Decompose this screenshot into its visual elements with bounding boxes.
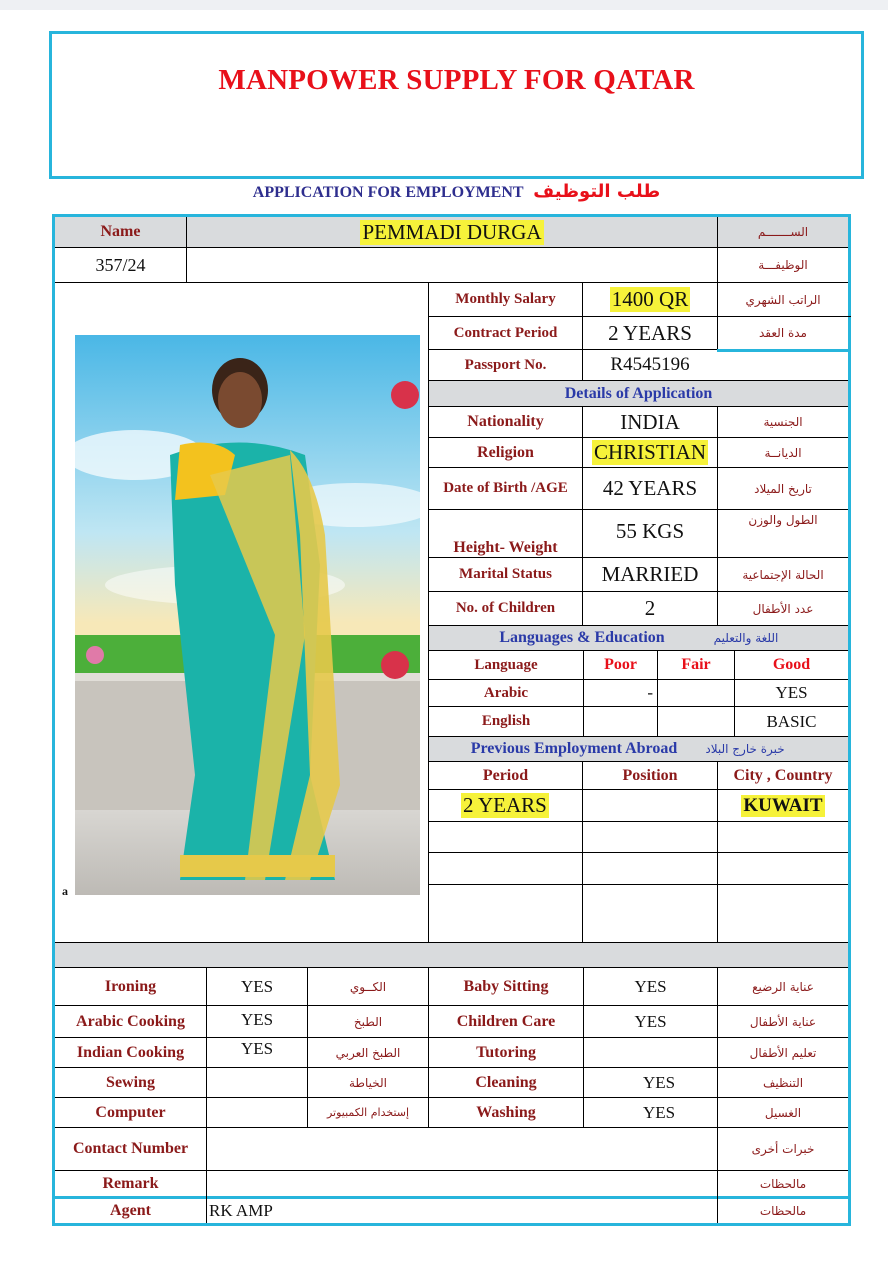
- skill-arabic-children-care: عناية الأطفال: [749, 1014, 817, 1029]
- skill-value-sewing: [207, 1068, 307, 1097]
- skill-value-baby-sitting: YES: [634, 976, 667, 996]
- language-column-header: Language: [474, 656, 538, 673]
- name-arabic-label: الســـــــم: [757, 225, 809, 239]
- city-cell: [718, 790, 848, 821]
- employment-section-title: Previous Employment Abroad: [470, 740, 678, 757]
- skill-value-indian-cooking: YES: [240, 1038, 274, 1058]
- skill-arabic-baby-sitting: عناية الرضيع: [752, 979, 814, 994]
- height-weight-arabic: الطول والوزن: [748, 513, 818, 527]
- contract-period-label: Contract Period: [453, 324, 558, 341]
- skill-label-children-care: Children Care: [456, 1012, 556, 1030]
- city-column-header: City , Country: [733, 766, 833, 784]
- skill-value-tutoring: [584, 1038, 717, 1067]
- height-weight-label: Height- Weight: [453, 539, 558, 556]
- position-arabic-label: الوظيفـــة: [758, 258, 808, 272]
- period-cell: [429, 790, 582, 821]
- skill-arabic-indian-cooking: الطبخ العربي: [335, 1045, 401, 1060]
- skill-arabic-cleaning: التنظيف: [762, 1075, 804, 1090]
- header-box: [49, 31, 864, 179]
- languages-section-arabic: اللغة والتعليم: [713, 631, 779, 645]
- skill-value-washing: YES: [642, 1102, 676, 1122]
- languages-section-title: Languages & Education: [499, 629, 665, 646]
- city-value: KUWAIT: [743, 794, 823, 816]
- skill-label-ironing: Ironing: [104, 977, 157, 995]
- skill-value-cleaning: YES: [642, 1072, 676, 1092]
- contact-number-label: Contact Number: [72, 1140, 189, 1157]
- applicant-photo: [75, 335, 420, 895]
- skill-label-cleaning: Cleaning: [475, 1073, 537, 1091]
- skill-label-tutoring: Tutoring: [476, 1043, 536, 1061]
- height-weight-value: 55 KGS: [615, 518, 685, 543]
- children-value: 2: [644, 596, 656, 620]
- marital-status-arabic: الحالة الإجتماعية: [742, 567, 824, 582]
- children-arabic: عدد الأطفال: [752, 601, 814, 616]
- skill-label-sewing: Sewing: [106, 1073, 155, 1091]
- language-row-arabic: Arabic: [483, 684, 529, 701]
- skill-arabic-computer: إستخدام الكمبيوتر: [326, 1106, 410, 1119]
- religion-value: CHRISTIAN: [593, 440, 706, 464]
- subtitle-english: APPLICATION FOR EMPLOYMENT: [252, 184, 524, 201]
- skill-arabic-washing: الغسيل: [764, 1105, 802, 1120]
- skill-value-computer: [207, 1098, 307, 1127]
- period-value: 2 YEARS: [463, 793, 547, 817]
- remark-arabic: مالحظات: [759, 1176, 807, 1191]
- contract-period-value: 2 YEARS: [608, 320, 692, 345]
- page-title: MANPOWER SUPPLY FOR QATAR: [218, 64, 695, 96]
- skill-arabic-arabic-cooking: الطبخ: [353, 1014, 383, 1029]
- english-good-value: BASIC: [766, 711, 817, 731]
- remark-label: Remark: [102, 1174, 159, 1192]
- dob-label: Date of Birth /AGE: [443, 480, 568, 496]
- religion-cell: [583, 438, 717, 467]
- agent-value: RK AMP: [209, 1201, 273, 1220]
- nationality-value: INDIA: [620, 409, 680, 434]
- name-value: PEMMADI DURGA: [362, 219, 542, 244]
- period-column-header: Period: [482, 766, 529, 784]
- monthly-salary-label: Monthly Salary: [455, 291, 556, 307]
- children-label: No. of Children: [455, 600, 556, 616]
- reference-number: 357/24: [95, 254, 146, 275]
- monthly-salary-arabic: الراتب الشهري: [745, 292, 821, 307]
- fair-column-header: Fair: [681, 656, 711, 673]
- skill-label-computer: Computer: [95, 1103, 166, 1121]
- photo-illustration: [75, 335, 420, 895]
- poor-column-header: Poor: [604, 656, 637, 673]
- name-label: Name: [100, 223, 141, 240]
- details-section-title: Details of Application: [564, 384, 713, 402]
- skill-label-washing: Washing: [476, 1103, 536, 1121]
- dob-value: 42 YEARS: [602, 476, 698, 500]
- skill-value-ironing: YES: [240, 976, 274, 996]
- name-value-cell: [187, 217, 717, 247]
- language-row-english: English: [481, 713, 531, 729]
- good-column-header: Good: [772, 656, 811, 673]
- position-column-header: Position: [622, 766, 678, 784]
- nationality-arabic: الجنسية: [763, 415, 803, 429]
- employment-section-arabic: خبرة خارج البلاد: [705, 742, 785, 756]
- religion-label: Religion: [477, 443, 534, 461]
- subtitle-arabic: طلب التوظيف: [533, 181, 661, 202]
- monthly-salary-value: 1400 QR: [611, 287, 689, 311]
- skill-value-children-care: YES: [634, 1011, 667, 1031]
- skill-arabic-sewing: الخياطة: [349, 1075, 387, 1090]
- passport-value: R4545196: [610, 354, 690, 375]
- agent-label: Agent: [110, 1202, 151, 1219]
- frame-right: [848, 214, 851, 1226]
- skill-label-baby-sitting: Baby Sitting: [463, 977, 549, 995]
- arabic-poor-value: -: [647, 683, 653, 702]
- separator-band: [55, 942, 848, 967]
- nationality-label: Nationality: [467, 413, 544, 430]
- dob-arabic: تاريخ الميلاد: [754, 481, 812, 496]
- religion-arabic: الديانــة: [764, 445, 802, 460]
- frame-bottom: [52, 1223, 851, 1226]
- passport-label: Passport No.: [464, 356, 547, 373]
- skill-value-arabic-cooking: YES: [240, 1010, 274, 1029]
- form-subtitle: [49, 181, 864, 202]
- marital-status-value: MARRIED: [601, 562, 699, 586]
- skill-arabic-ironing: الكــوي: [349, 979, 387, 994]
- skill-arabic-tutoring: تعليم الأطفال: [749, 1045, 817, 1060]
- skill-label-indian-cooking: Indian Cooking: [76, 1043, 185, 1061]
- skill-label-arabic-cooking: Arabic Cooking: [76, 1012, 185, 1030]
- contract-period-arabic: مدة العقد: [759, 326, 807, 340]
- contact-number-arabic: خبرات أخرى: [751, 1142, 815, 1156]
- arabic-good-value: YES: [775, 683, 808, 702]
- monthly-salary-cell: [583, 283, 717, 316]
- top-bar: [0, 0, 888, 10]
- agent-arabic: مالحظات: [759, 1204, 807, 1218]
- photo-note: a: [62, 884, 68, 898]
- marital-status-label: Marital Status: [459, 566, 552, 582]
